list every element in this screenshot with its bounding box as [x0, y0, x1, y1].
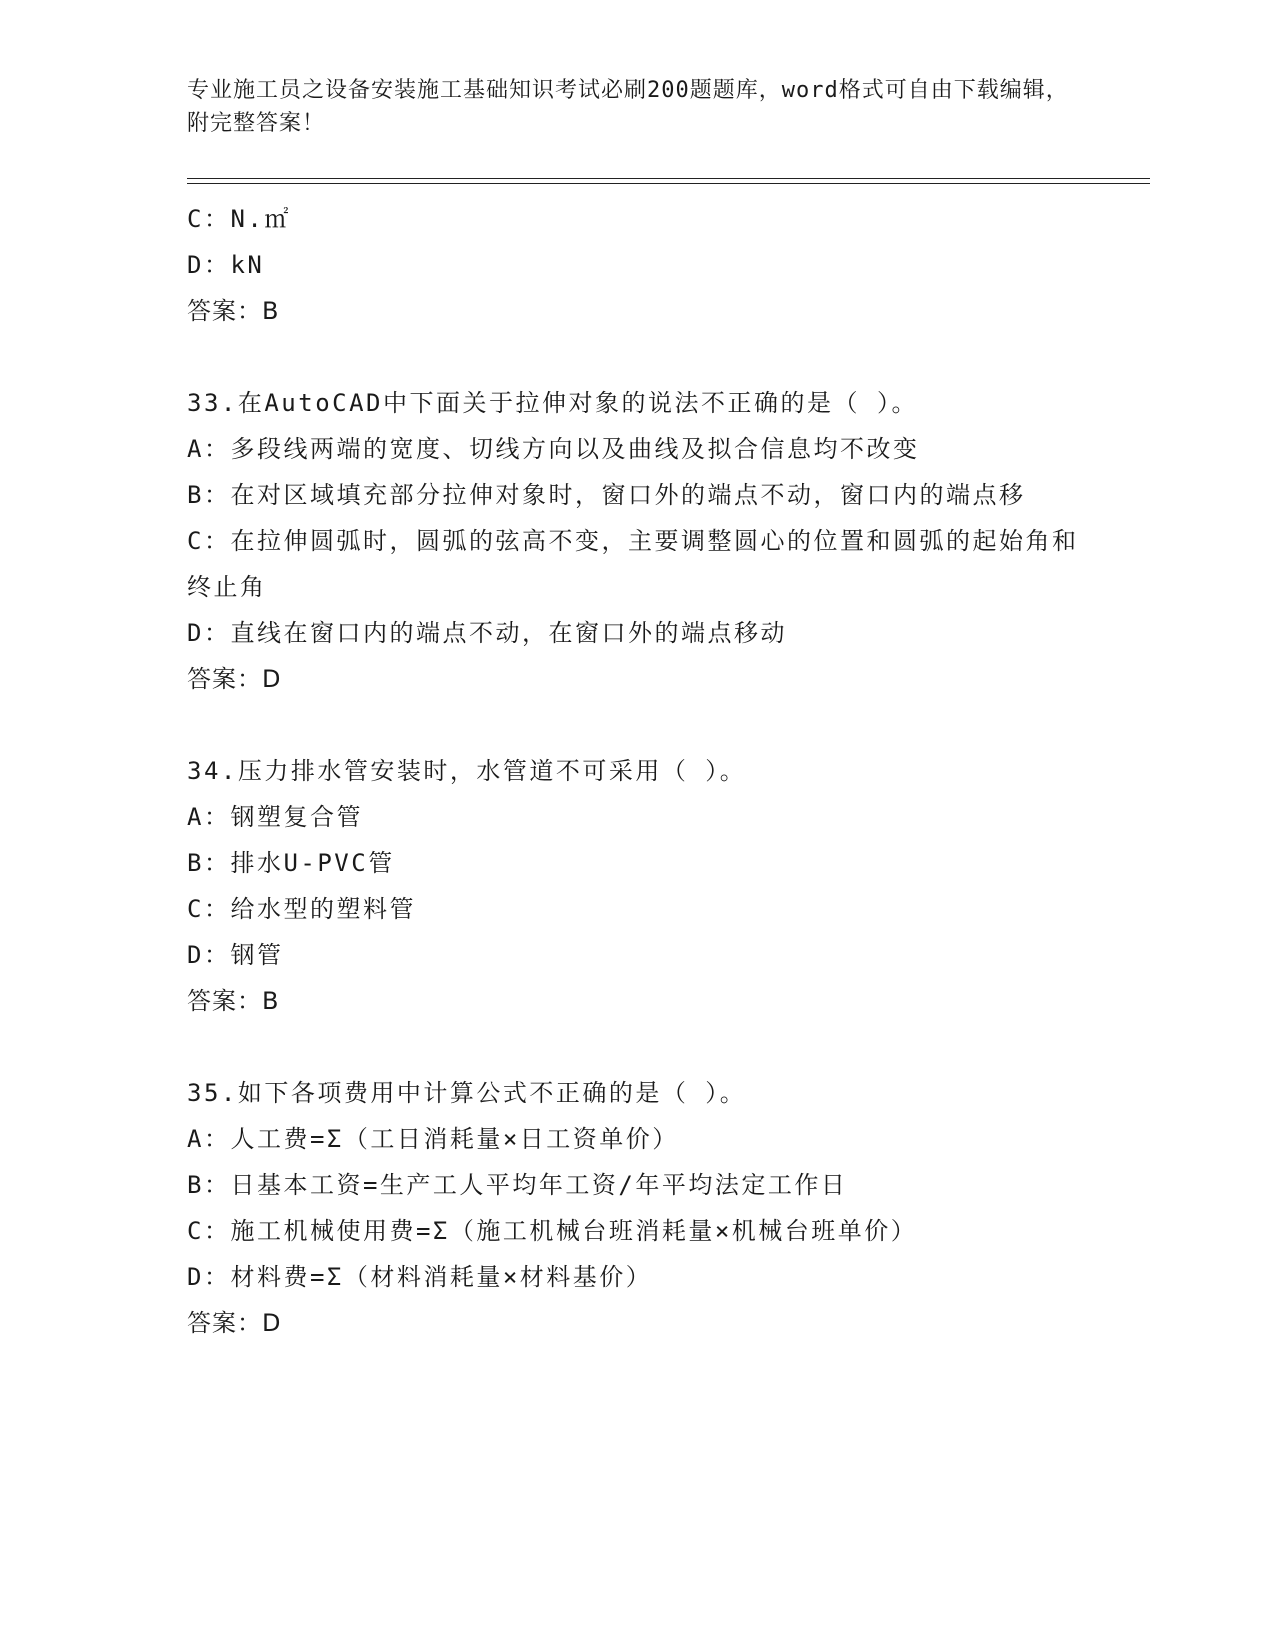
spacer — [187, 702, 1087, 748]
option-d: D：kN — [187, 251, 265, 279]
question-stem: 33.在AutoCAD中下面关于拉伸对象的说法不正确的是（ ）。 — [187, 389, 918, 417]
option-d: D：直线在窗口内的端点不动，在窗口外的端点移动 — [187, 619, 787, 647]
option-a: A：多段线两端的宽度、切线方向以及曲线及拟合信息均不改变 — [187, 435, 920, 463]
option-a: A：钢塑复合管 — [187, 803, 363, 831]
question-33 — [187, 380, 1087, 702]
question-32-tail — [187, 196, 1087, 334]
header-title: 专业施工员之设备安装施工基础知识考试必刷200题题库，word格式可自由下载编辑，附完整答案！ — [187, 78, 1069, 136]
option-c: C：给水型的塑料管 — [187, 895, 416, 923]
answer-line: 答案：B — [187, 987, 280, 1015]
header-divider-top — [187, 178, 1150, 179]
spacer — [187, 334, 1087, 380]
document-header — [187, 74, 1087, 140]
question-35 — [187, 1070, 1087, 1346]
option-c: C：N.㎡ — [187, 205, 291, 233]
question-34 — [187, 748, 1087, 1024]
document-body — [187, 196, 1087, 1346]
answer-line: 答案：B — [187, 297, 280, 325]
option-c: C：施工机械使用费=Σ（施工机械台班消耗量×机械台班单价） — [187, 1217, 918, 1245]
header-divider-bottom — [187, 183, 1150, 184]
option-a: A：人工费=Σ（工日消耗量×日工资单价） — [187, 1125, 679, 1153]
answer-line: 答案：D — [187, 1309, 282, 1337]
option-d: D：钢管 — [187, 941, 284, 969]
option-b: B：在对区域填充部分拉伸对象时，窗口外的端点不动，窗口内的端点移 — [187, 481, 1026, 509]
question-stem: 34.压力排水管安装时，水管道不可采用（ ）。 — [187, 757, 747, 785]
option-d: D：材料费=Σ（材料消耗量×材料基价） — [187, 1263, 653, 1291]
spacer — [187, 1024, 1087, 1070]
option-b: B：排水U-PVC管 — [187, 849, 395, 877]
answer-line: 答案：D — [187, 665, 282, 693]
question-stem: 35.如下各项费用中计算公式不正确的是（ ）。 — [187, 1079, 747, 1107]
option-b: B：日基本工资=生产工人平均年工资/年平均法定工作日 — [187, 1171, 848, 1199]
option-c: C：在拉伸圆弧时，圆弧的弦高不变，主要调整圆心的位置和圆弧的起始角和终止角 — [187, 527, 1079, 601]
